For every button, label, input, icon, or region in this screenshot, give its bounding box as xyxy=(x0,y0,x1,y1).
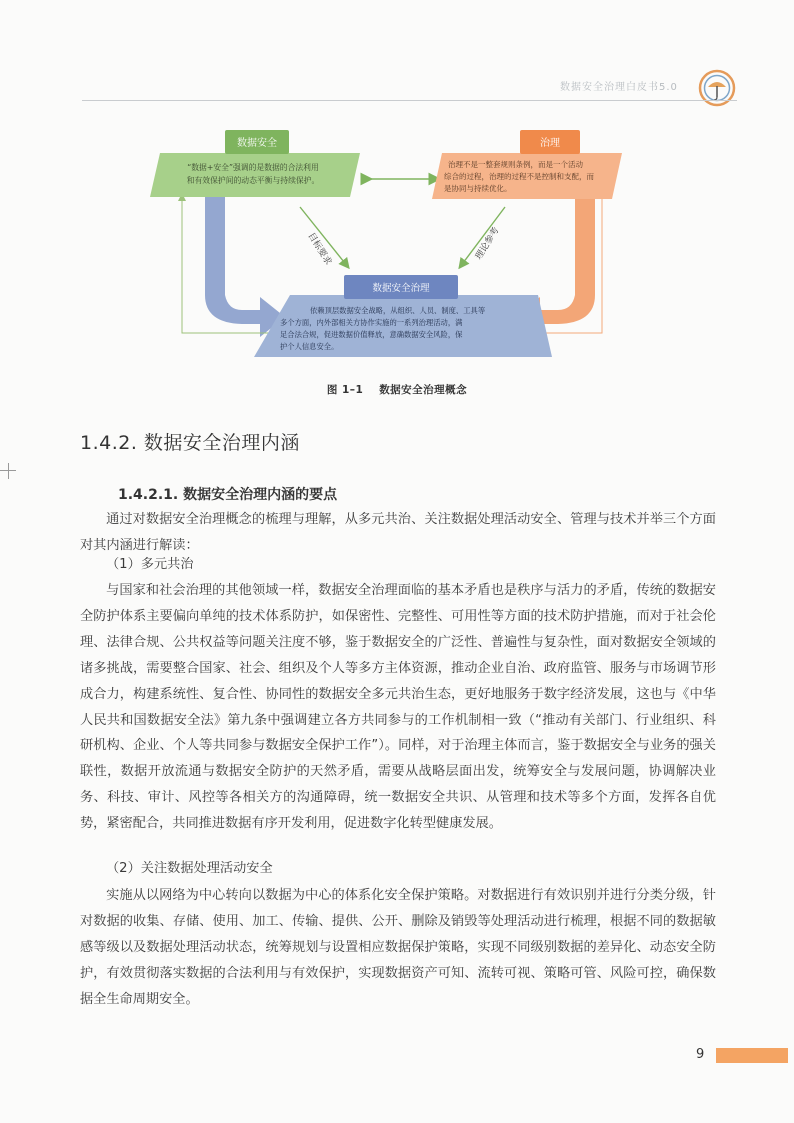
figure-caption xyxy=(0,382,794,397)
figure-caption-number: 图 1–1 xyxy=(326,384,364,396)
subsection-heading: 1.4.2.1. 数据安全治理内涵的要点 xyxy=(118,487,338,503)
label-target-requirement: 目标要求 xyxy=(305,231,334,268)
box-dsg-line4: 护个人信息安全。 xyxy=(280,342,339,351)
point-2-paragraph-text: 实施从以网络为中心转向以数据为中心的体系化安全保护策略。对数据进行有效识别并进行分类分级，针对数据的收集、存储、使用、加工、传输、提供、公开、删除及销毁等处理活动进行梳理，根据不同的数据敏感等级以及数据处理活动状态，统筹规划与设置相应数据保护策略，实现不同级别数据的差异化、动态安全防护，有效贯彻落实数据的合法利用与有效保护，实现数据资产可知、流转可视、策略可管、风险可控，确保数据全生命周期安全。 xyxy=(80,888,716,1007)
point-1-paragraph xyxy=(80,578,716,837)
box-data-security xyxy=(150,153,360,197)
institute-logo-icon xyxy=(697,68,737,108)
page-number: 9 xyxy=(696,1047,705,1062)
section-heading: 1.4.2. 数据安全治理内涵 xyxy=(80,432,300,454)
box-data-security-line2: 和有效保护间的动态平衡与持续保护。 xyxy=(186,176,320,185)
crop-mark-vertical xyxy=(8,463,9,479)
point-2-heading: （2）关注数据处理活动安全 xyxy=(106,861,273,876)
box-dsg-title: 数据安全治理 xyxy=(372,283,430,294)
box-dsg-line2: 多个方面，内外部相关方协作实施的一系列治理活动，满 xyxy=(280,318,463,327)
point-2-paragraph xyxy=(80,883,716,1013)
box-governance-line1: 治理不是一整套规则条例，而是一个活动 xyxy=(448,160,583,169)
box-data-security-line1: “数据+安全”强调的是数据的合法利用 xyxy=(187,163,319,172)
running-header-title: 数据安全治理白皮书5.0 xyxy=(560,82,678,93)
box-governance-line2: 综合的过程，治理的过程不是控制和支配，而 xyxy=(444,172,594,181)
intro-paragraph xyxy=(80,507,716,559)
header-rule xyxy=(82,100,737,101)
point-1-paragraph-text: 与国家和社会治理的其他领域一样，数据安全治理面临的基本矛盾也是秩序与活力的矛盾，传统的数据安全防护体系主要偏向单纯的技术体系防护，如保密性、完整性、可用性等方面的技术防护措施，而对于社会伦理、法律合规、公共权益等问题关注度不够，鉴于数据安全的广泛性、普遍性与复杂性，面对数据安全领域的诸多挑战，需要整合国家、社会、组织及个人等多方主体资源，推动企业自治、政府监管、服务与市场调节形成合力，构建系统性、复合性、协同性的数据安全多元共治生态，更好地服务于数字经济发展，这也与《中华人民共和国数据安全法》第九条中强调建立各方共同参与的工作机制相一致（“推动有关部门、行业组织、科研机构、企业、个人等共同参与数据安全保护工作”）。同样，对于治理主体而言，鉴于数据安全与业务的强关联性，数据开放流通与数据安全防护的天然矛盾，需要从战略层面出发，统筹安全与发展问题，协调解决业务、科技、审计、风控等各相关方的沟通障碍，统一数据安全共识、从管理和技术等多个方面，发挥各自优势，紧密配合，共同推进数据有序开发利用，促进数字化转型健康发展。 xyxy=(80,583,716,832)
box-governance-line3: 是协同与持续优化。 xyxy=(444,184,512,193)
point-1-heading: （1）多元共治 xyxy=(106,557,194,572)
intro-paragraph-text: 通过对数据安全治理概念的梳理与理解，从多元共治、关注数据处理活动安全、管理与技术并举三个方面对其内涵进行解读： xyxy=(80,512,716,553)
big-arrow-left xyxy=(205,195,285,337)
box-governance-title: 治理 xyxy=(540,138,560,149)
box-dsg-line3: 足合法合规，促进数据价值释放，意确数据安全风险，保 xyxy=(280,330,463,339)
box-dsg-line1: 依赖顶层数据安全战略，从组织、人员、制度、工具等 xyxy=(310,306,486,315)
label-theory-reference: 理论参考 xyxy=(474,225,502,262)
box-data-security-title: 数据安全 xyxy=(237,138,277,149)
figure-caption-text: 数据安全治理概念 xyxy=(379,384,468,396)
dsg-concept-diagram xyxy=(150,115,630,375)
page-number-bar xyxy=(716,1048,788,1063)
